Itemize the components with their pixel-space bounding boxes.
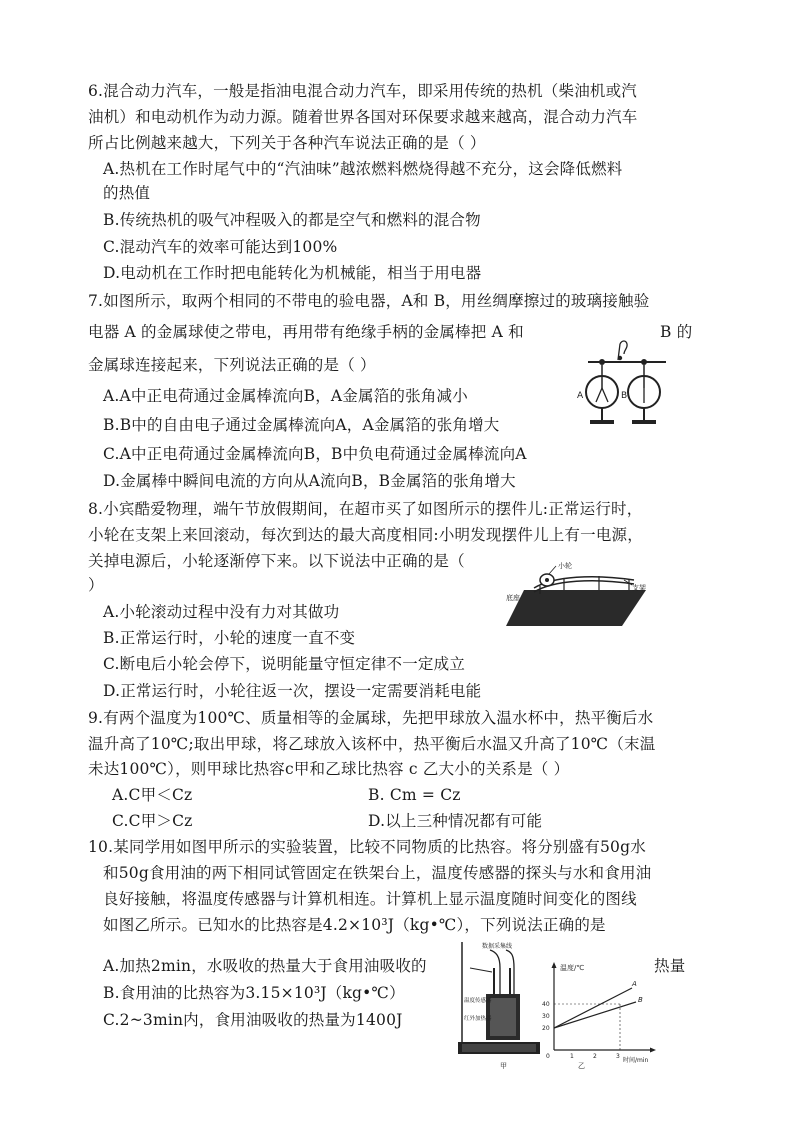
figure-jia-label: 甲 [500, 1062, 507, 1070]
base-label: 底座 [506, 594, 520, 602]
q8-option-a: A.小轮滚动过程中没有力对其做功 [103, 603, 340, 621]
graph-ytick-30: 30 [542, 1013, 550, 1020]
q10-option-a: A.加热2min，水吸收的热量大于食用油吸收的 [103, 957, 427, 975]
q9-option-d: D.以上三种情况都有可能 [368, 812, 543, 830]
q10-stem-line-3: 良好接触，将温度传感器与计算机相连。计算机上显示温度随时间变化的图线 [103, 890, 637, 908]
graph-xtick-0: 0 [546, 1053, 550, 1060]
q6-option-b: B.传统热机的吸气冲程吸入的都是空气和燃料的混合物 [103, 211, 481, 229]
q6-stem-line-1: 6.混合动力汽车，一般是指油电混合动力汽车，即采用传统的热机（柴油机或汽 [88, 82, 637, 100]
q6-option-a-line-2: 的热值 [103, 184, 151, 202]
q6-option-d: D.电动机在工作时把电能转化为机械能，相当于用电器 [103, 264, 482, 282]
q7-option-d: D.金属棒中瞬间电流的方向从A流向B，B金属箔的张角增大 [103, 472, 516, 490]
q7-stem-line-3: 金属球连接起来，下列说法正确的是（ ） [88, 356, 376, 374]
q7-option-c: C.A中正电荷通过金属棒流向B，B中负电荷通过金属棒流向A [103, 445, 527, 463]
electroscope-figure [574, 338, 674, 430]
q10-option-a-tail: 热量 [654, 957, 686, 975]
q8-stem-line-1: 8.小宾酷爱物理，端午节放假期间，在超市买了如图所示的摆件儿:正常运行时， [88, 500, 643, 518]
q9-stem-line-3: 未达100℃），则甲球比热容c甲和乙球比热容 c 乙大小的关系是（ ） [88, 760, 570, 778]
electroscope-label-a: A [577, 391, 584, 401]
q9-option-c: C.C甲＞Cz [112, 812, 193, 830]
q10-option-b: B.食用油的比热容为3.15×10³J（kg•℃） [103, 984, 405, 1002]
q7-stem-line-2b: B 的 [660, 323, 693, 341]
q9-option-a: A.C甲＜Cz [112, 786, 193, 804]
q8-option-d: D.正常运行时，小轮往返一次，摆设一定需要消耗电能 [103, 682, 482, 700]
q7-stem-line-1: 7.如图所示，取两个相同的不带电的验电器，A和 B，用丝绸摩擦过的玻璃接触验 [88, 292, 650, 310]
graph-ylabel: 温度/℃ [560, 964, 585, 972]
graph-ytick-40: 40 [542, 1001, 550, 1008]
wheel-ornament-figure [504, 560, 654, 630]
q7-option-a: A.A中正电荷通过金属棒流向B，A金属箔的张角减小 [103, 387, 468, 405]
graph-series-b-label: B [638, 996, 643, 1004]
apparatus-figure-jia [456, 938, 548, 1070]
graph-xtick-1: 1 [570, 1053, 574, 1060]
collector-label: 数据采集线 [482, 943, 513, 950]
q6-stem-line-3: 所占比例越来越大，下列关于各种汽车说法正确的是（ ） [88, 134, 486, 152]
q7-stem-line-2a: 电器 A 的金属球使之带电，再用带有绝缘手柄的金属棒把 A 和 [88, 323, 524, 341]
q6-stem-line-2: 油机）和电动机作为动力源。随着世界各国对环保要求越来越高，混合动力汽车 [88, 108, 638, 126]
figure-yi-label: 乙 [578, 1062, 585, 1070]
q7-option-b: B.B中的自由电子通过金属棒流向A，A金属箔的张角增大 [103, 416, 500, 434]
q6-option-c: C.混动汽车的效率可能达到100% [103, 238, 338, 256]
q8-stem-line-2: 小轮在支架上来回滚动，每次到达的最大高度相同:小明发现摆件儿上有一电源， [88, 526, 643, 544]
wheel-label: 小轮 [558, 562, 572, 570]
electroscope-label-b: B [621, 391, 628, 401]
graph-xlabel: 时间/min [623, 1057, 649, 1064]
graph-xtick-3: 3 [616, 1053, 620, 1060]
q6-option-a-line-1: A.热机在工作时尾气中的“汽油味”越浓燃料燃烧得越不充分，这会降低燃料 [103, 160, 623, 178]
q8-stem-line-4: ） [88, 576, 104, 594]
q10-stem-line-4: 如图乙所示。已知水的比热容是4.2×10³J（kg•℃），下列说法正确的是 [103, 916, 606, 934]
q8-option-c: C.断电后小轮会停下，说明能量守恒定律不一定成立 [103, 655, 466, 673]
q8-option-b: B.正常运行时，小轮的速度一直不变 [103, 629, 356, 647]
graph-xtick-2: 2 [593, 1053, 597, 1060]
q9-option-b: B. Cm = Cz [368, 786, 461, 804]
heater-label: 红外加热器 [464, 1016, 492, 1022]
q10-stem-line-1: 10.某同学用如图甲所示的实验装置，比较不同物质的比热容。将分别盛有50g水 [88, 838, 646, 856]
sensor-label: 温度传感器 [464, 998, 492, 1004]
temperature-time-graph [542, 958, 686, 1070]
q10-option-c: C.2~3min内，食用油吸收的热量为1400J [103, 1011, 403, 1029]
graph-ytick-20: 20 [542, 1025, 550, 1032]
graph-line-b [554, 1002, 636, 1028]
q8-stem-line-3: 关掉电源后，小轮逐渐停下来。以下说法中正确的是（ [88, 552, 465, 570]
q9-stem-line-2: 温升高了10℃;取出甲球，将乙球放入该杯中，热平衡后水温又升高了10℃（末温 [88, 735, 656, 753]
q10-stem-line-2: 和50g食用油的两下相同试管固定在铁架台上，温度传感器的探头与水和食用油 [103, 864, 652, 882]
frame-label: 支架 [632, 584, 646, 592]
q9-stem-line-1: 9.有两个温度为100℃、质量相等的金属球，先把甲球放入温水杯中，热平衡后水 [88, 709, 654, 727]
graph-series-a-label: A [632, 980, 637, 988]
